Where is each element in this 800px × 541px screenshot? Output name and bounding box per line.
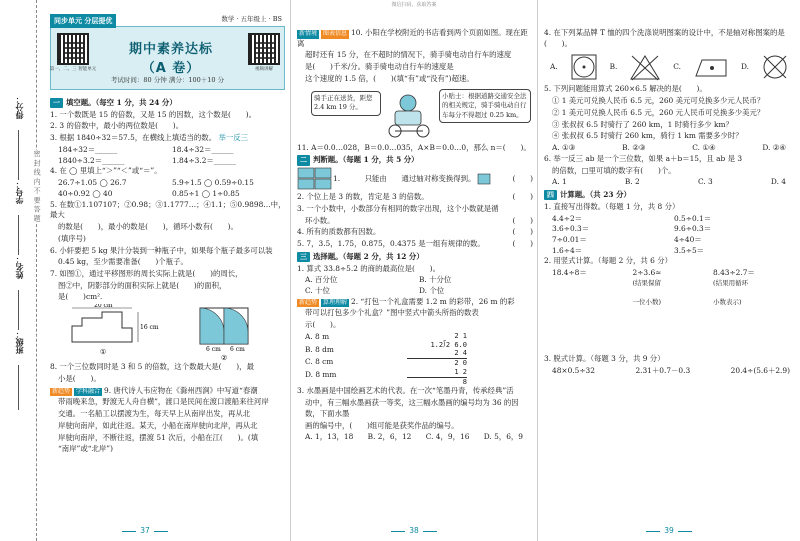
option[interactable]: A. 8 m (305, 331, 330, 341)
question: 2. 用竖式计算。（每题 2 分，共 6 分） (544, 256, 672, 266)
label-class: 班级： (14, 330, 24, 354)
question-cont: “南岸”或“北岸”) (58, 444, 113, 454)
page-number: 39 (538, 526, 800, 537)
long-division (407, 332, 467, 387)
option[interactable]: A. 1，13，18 (305, 432, 354, 442)
bubble-tip: 小贴士：根据道路交通安全法的相关规定，骑手骑电动自行车每分不得超过 0.25 km。 (439, 89, 531, 123)
question-cont: (填序号) (58, 233, 86, 243)
option[interactable]: C. (673, 62, 682, 72)
line-student-id (18, 215, 19, 255)
badge: 新趋势 (52, 387, 71, 395)
fig1-label: ① (100, 348, 107, 357)
question-cont: 岸驶向南岸，如此往返。某天，小船在南岸驶向北岸，再从北 (58, 420, 258, 430)
calc-item: 18.4÷8＝ (552, 268, 587, 278)
option[interactable]: D. 5，6，9 (483, 432, 523, 442)
question-cont: 交通。一名船工以摆渡为生，每天早上从南岸出发，再从北 (58, 409, 251, 419)
statement: ② 1 美元可兑换人民币 6.5 元，260 元人民币可兑换多少美元？ (552, 107, 765, 117)
calc-item: 8.43÷2.7＝ (713, 268, 755, 278)
fig2-label: ② (221, 354, 228, 363)
section-heading: 判断题。（每题 1 分，共 5 分） (313, 155, 419, 165)
symbol-crossed-triangle-icon (628, 52, 662, 82)
question-cont: 画的编号中，( )组可能是获奖作品的编号。 (305, 420, 459, 430)
question: 1. 只能由 通过轴对称变换得到。 (333, 173, 476, 183)
figures-q7 (50, 304, 286, 362)
option[interactable]: C. 十位 (305, 286, 330, 296)
calc-note: (结果保留 (632, 278, 662, 287)
calc-item: 48×0.5÷32 (552, 365, 595, 375)
judge-mark[interactable]: ( ) (512, 227, 533, 237)
page-38 (290, 0, 537, 541)
option[interactable]: C. ①④ (692, 143, 716, 153)
qr-caption-left: 第一、二、三 智能单元 (49, 67, 97, 72)
question-cont: 带雨晚来急，野渡无人舟自横”，渡口是民间在渡口渡船来往河岸 (58, 397, 269, 407)
question: 1. 算式 33.8÷5.2 的商的最高位是( )。 (297, 263, 440, 273)
option[interactable]: B. (609, 62, 618, 72)
compare-item: 5.9÷1.5 ◯ 0.59÷0.15 (172, 178, 254, 188)
question-cont: 动中，有三幅水墨画获一等奖，这三幅水墨画的编号均为 36 的因数，下面水墨 (305, 398, 519, 418)
question: 3. 根据 1840÷32＝57.5，在横线上填适当的数。 (50, 133, 217, 143)
option[interactable]: B. 2 (624, 177, 640, 187)
line-class (18, 365, 19, 410)
question: 5. 下列问题能用算式 260×6.5 解决的是( )。 (544, 84, 707, 94)
c2-body (297, 332, 533, 387)
section-number: 四 (544, 190, 557, 200)
option[interactable]: D. 个位 (419, 286, 445, 296)
calc-item: 9.6÷0.3＝ (674, 224, 712, 234)
question-cont: 的数是( )，最小的数是( )，循环小数有( )。 (58, 222, 238, 232)
p39-content (544, 28, 796, 377)
question: 3. 水墨画是中国绘画艺术的代表。在一次“笔墨丹青，传承经典”活 (297, 386, 514, 396)
calc-item: 2.31＋0.7－0.3 (635, 365, 691, 375)
question-cont: 是( )cm². (58, 292, 103, 302)
fig1-height: 16 cm (140, 324, 159, 332)
calc-item: 2÷3.6≈ (632, 268, 662, 278)
question: 5. 在数①1.107107；②0.98；③1.1777…；④1.1；⑤0.9898…中，最大 (50, 199, 286, 220)
judge-mark[interactable]: ( ) (512, 239, 533, 249)
option[interactable]: D. 8 mm (305, 370, 337, 380)
figure-2 (200, 308, 248, 362)
subject-meta: 数学 · 五年级上 · BS (221, 15, 282, 23)
question: 1. 直接写出得数。（每题 1 分，共 8 分） (544, 201, 680, 211)
delivery-illustration (297, 87, 533, 141)
question-cont: 环小数。 (305, 215, 335, 225)
option[interactable]: C. 3 (697, 177, 713, 187)
option[interactable]: D. (740, 62, 749, 72)
option[interactable]: C. 8 cm (305, 357, 334, 367)
question: 6. 小轩要把 5 kg 果汁分装到一种瓶子中，如果每个瓶子最多可以装 (50, 245, 273, 255)
exam-info: 考试时间：80 分钟 满分：100＋10 分 (110, 76, 225, 84)
question: 2. 个位上是 3 的数，肯定是 3 的倍数。 (297, 192, 429, 202)
label-name: 姓名： (14, 255, 24, 279)
calc-item: 7÷0.01＝ (552, 235, 587, 245)
exam-header-card (49, 15, 285, 90)
statement: ④ 张叔叔 6.5 时骑行 260 km，骑行 1 km 需要多少时？ (552, 131, 743, 141)
question-cont: 示( )。 (305, 320, 341, 330)
judge-mark[interactable]: ( ) (512, 192, 533, 202)
division-remainder: 8 (407, 377, 467, 387)
question: 9. 唐代诗人韦应物在《滁州西涧》中写道“春潮 (104, 385, 258, 395)
question: 11. A＝0.0…028，B＝0.0…035，A×B＝0.0…0，那么 n＝( )。 (297, 142, 531, 152)
option[interactable]: A. ①③ (552, 143, 576, 153)
section-heading: 填空题。（每空 1 分，共 24 分） (66, 98, 177, 107)
option[interactable]: A. 百分位 (305, 275, 338, 285)
cut-line (36, 0, 37, 541)
compare-item: 26.7÷1.05 ◯ 26.7 (58, 178, 127, 188)
question: 10. 小阳在学校附近的书店看到两个页面如图。现在距离 (297, 28, 528, 48)
calc-note: 小数表示) (713, 298, 742, 307)
badge: 图表信息 (323, 30, 348, 37)
fig2-w1: 6 cm (206, 346, 221, 354)
statement: ① 1 美元可兑换人民币 6.5 元，260 美元可兑换多少元人民币？ (552, 96, 765, 106)
label-score: 得分： (14, 95, 24, 119)
question: 1. 一个数既是 15 的倍数，又是 15 的因数，这个数是( )。 (50, 109, 256, 119)
question-cont: 这个速度的 1.5 倍，( )(填“有”或“没有”)超速。 (305, 73, 474, 83)
calc-note: (结果用循环 (713, 278, 749, 287)
option[interactable]: B. 十分位 (419, 275, 452, 285)
exam-title: 期中素养达标（A 卷） (128, 42, 213, 76)
compare-item: 40÷0.92 ◯ 40 (58, 188, 113, 198)
division-step: 2 0 (407, 358, 467, 368)
question: 8. 一个三位数同时是 3 和 5 的倍数，这个数最大是( )，最 (50, 362, 254, 372)
fill-item: 1840÷3.2＝______ (58, 155, 125, 165)
section-heading: 选择题。（每题 2 分，共 12 分） (313, 251, 424, 261)
badge: 新情境 (299, 30, 318, 37)
page-number: 37 (0, 526, 290, 537)
question: 2. “打包一个礼盒需要 1.2 m 的彩带，26 m 的彩 (351, 296, 515, 306)
question: 4. 所有的质数都有因数。 (297, 227, 381, 237)
fig2-w2: 6 cm (230, 346, 245, 354)
question: 3. 脱式计算。（每题 3 分，共 9 分） (544, 354, 665, 364)
qr-caption-right: 视频讲解 (255, 67, 273, 72)
washing-symbols (544, 50, 796, 84)
calc-note: 一位小数) (632, 298, 662, 307)
fill-item: 1.84÷3.2＝______ (172, 155, 236, 165)
seal-text: 密 封 线 内 不 要 答 题 (33, 150, 42, 222)
question-cont: 图②中，阴影部分的面积实际上就是( )的面积， (58, 280, 227, 290)
question: 6. 举一反三 ab 是一个三位数，如果 a＋b＝15，且 ab 是 3 (544, 153, 743, 163)
page-number: 38 (291, 526, 537, 537)
figure-1 (72, 304, 159, 356)
badge: 学科融合 (76, 387, 101, 395)
compare-item: 0.85÷1 ◯ 1÷0.85 (172, 188, 240, 198)
calc-item: 4.4÷2＝ (552, 213, 583, 223)
section-number: 一 (50, 98, 63, 108)
label-student-id: 学号： (14, 180, 24, 204)
option[interactable]: C. 4，9，16 (425, 432, 470, 442)
option[interactable]: B. 8 dm (305, 344, 334, 354)
binding-strip (0, 0, 48, 541)
option[interactable]: A. (550, 62, 558, 72)
question-cont: 岸驶向南岸，不断往返，摆渡 51 次后，小船在江( )。(填 (58, 432, 259, 442)
division-setup: 1.2⟌2 6.0 (430, 340, 467, 349)
page-37 (0, 0, 290, 541)
question-cont: 的倍数，□里可填的数字有( )个。 (552, 165, 676, 175)
shape-small-icon (477, 173, 491, 185)
division-step: 1 2 (454, 367, 467, 376)
judge-mark[interactable]: ( ) (512, 173, 533, 183)
scan-hint: 微信扫码，获取答案 (391, 2, 437, 8)
question-cont: 小是( )。 (58, 373, 101, 383)
link-practice[interactable]: 举一反三 (218, 133, 249, 143)
fill-item: 184÷32＝______ (58, 144, 118, 154)
fill-item: 18.4÷32＝______ (172, 144, 234, 154)
question: 4. 在下列某品牌 T 恤的四个洗涤说明图案的设计中，不是轴对称图案的是( )。 (544, 28, 785, 48)
calc-item: 3.5÷5＝ (674, 245, 705, 255)
line-score (18, 130, 19, 180)
series-tag: 同步单元 分层提优 (50, 14, 116, 28)
division-step: 2 4 (454, 349, 467, 358)
vertical-calc-row (544, 268, 796, 354)
symbol-iron-icon (692, 52, 730, 82)
calc-item: 3.6÷0.3＝ (552, 224, 590, 234)
section-number: 二 (297, 155, 310, 165)
question: 7. 如图①，通过平移图形的周长实际上就是( )的周长， (50, 269, 243, 279)
question: 4. 在 ◯ 里填上“＞”“＜”或“＝”。 (50, 166, 162, 176)
symbol-circle-in-square-icon (569, 52, 599, 82)
calc-item: 20.4÷(5.6＋2.9) (730, 365, 790, 375)
option[interactable]: B. ②③ (622, 143, 646, 153)
judge-mark[interactable]: ( ) (512, 215, 533, 225)
bubble-rider: 骑手正在送货，距您2.4 km 19 分。 (311, 91, 381, 116)
badge: 算理理解 (323, 298, 348, 306)
calc-item: 0.5÷0.1＝ (674, 213, 712, 223)
qr-code-right[interactable] (248, 33, 280, 65)
statement: ③ 张叔叔 6.5 时骑行了 260 km，1 时骑行多少 km？ (552, 119, 733, 129)
question-cont: 是( )千米/分。骑手骑电动自行车的速度是 (305, 62, 454, 72)
option[interactable]: B. 2，6，12 (367, 432, 412, 442)
shape-grid-icon (297, 167, 333, 191)
fig1-width: 20 cm (94, 304, 113, 310)
rider-icon (383, 91, 433, 139)
question-cont: 超时还有 15 分，在不超时的情况下，骑手骑电动自行车的速度 (305, 50, 512, 60)
p38-content (297, 28, 533, 443)
division-quotient: 2 1 (454, 331, 467, 340)
question-cont: 0.45 kg，至少需要准备( )个瓶子。 (58, 257, 188, 267)
badge: 新趋势 (299, 298, 318, 306)
calc-item: 1.6÷4＝ (552, 245, 583, 255)
option[interactable]: D. 4 (770, 177, 786, 187)
option[interactable]: D. ②④ (762, 143, 786, 153)
question-cont: 带可以打包多少个礼盒？”图中竖式中箭头所指的数表 (305, 308, 479, 318)
page-39 (537, 0, 800, 541)
section-number: 三 (297, 252, 310, 262)
question: 5. 7，3.5，1.75，0.875，0.4375 是一组有规律的数。 (297, 239, 485, 249)
option[interactable]: A. 1 (552, 177, 567, 187)
symbol-crossed-circle-icon (760, 52, 790, 82)
line-name (18, 290, 19, 330)
question: 2. 3 的倍数中，最小的两位数是( )。 (50, 121, 184, 131)
question: 3. 一个小数中，小数部分有相同的数字出现，这个小数就是循 (297, 203, 499, 213)
p37-content (50, 96, 286, 456)
section-heading: 计算题。（共 23 分） (560, 190, 631, 200)
qr-code-left[interactable] (57, 33, 89, 65)
calc-item: 4÷40＝ (674, 235, 702, 245)
